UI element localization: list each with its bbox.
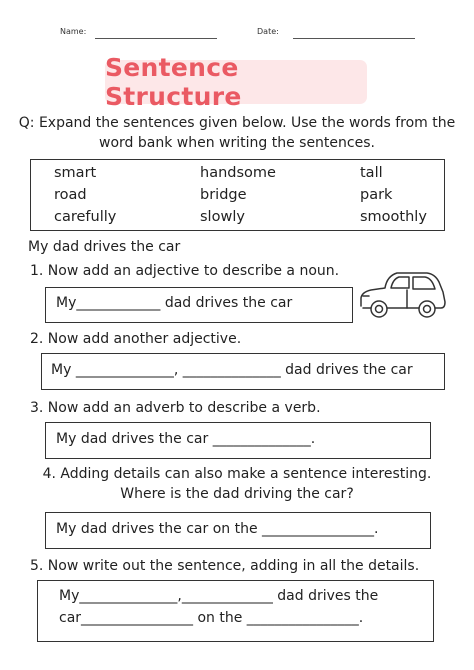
task-4-prompt-line-2: Where is the dad driving the car? bbox=[120, 486, 354, 502]
question-line-1: Q: Expand the sentences given below. Use the words from the bbox=[18, 115, 456, 131]
word-bank-word: smoothly bbox=[360, 209, 427, 225]
task-4-prompt-line-1: 4. Adding details can also make a sentence interesting. bbox=[42, 466, 432, 482]
task-5-answer-text-line-2: car________________ on the ________________. bbox=[59, 610, 364, 626]
word-bank-word: smart bbox=[54, 165, 97, 181]
base-sentence: My dad drives the car bbox=[28, 239, 181, 255]
task-2-prompt: 2. Now add another adjective. bbox=[30, 331, 242, 347]
date-line[interactable] bbox=[293, 38, 415, 39]
task-1-answer-text: My____________ dad drives the car bbox=[56, 295, 293, 311]
task-2-answer-text: My ______________, ______________ dad drives the car bbox=[51, 362, 413, 378]
word-bank-word: tall bbox=[360, 165, 383, 181]
word-bank-word: road bbox=[54, 187, 87, 203]
date-label: Date: bbox=[257, 27, 279, 36]
task-5-prompt: 5. Now write out the sentence, adding in all the details. bbox=[30, 558, 420, 574]
task-5-answer-text-line-1: My______________,_____________ dad drives the bbox=[59, 588, 379, 604]
task-3-answer-text: My dad drives the car ______________. bbox=[56, 431, 316, 447]
task-3-prompt: 3. Now add an adverb to describe a verb. bbox=[30, 400, 321, 416]
word-bank-word: slowly bbox=[200, 209, 245, 225]
question-line-2: word bank when writing the sentences. bbox=[99, 135, 375, 151]
name-line[interactable] bbox=[95, 38, 217, 39]
car-icon bbox=[357, 268, 449, 326]
word-bank-word: carefully bbox=[54, 209, 117, 225]
word-bank-word: handsome bbox=[200, 165, 276, 181]
word-bank-word: bridge bbox=[200, 187, 247, 203]
task-1-prompt: 1. Now add an adjective to describe a noun. bbox=[30, 263, 340, 279]
task-4-answer-text: My dad drives the car on the ________________. bbox=[56, 521, 379, 537]
name-label: Name: bbox=[60, 27, 87, 36]
title-box bbox=[105, 53, 367, 111]
word-bank-word: park bbox=[360, 187, 393, 203]
page-title: Sentence Structure bbox=[105, 53, 242, 111]
